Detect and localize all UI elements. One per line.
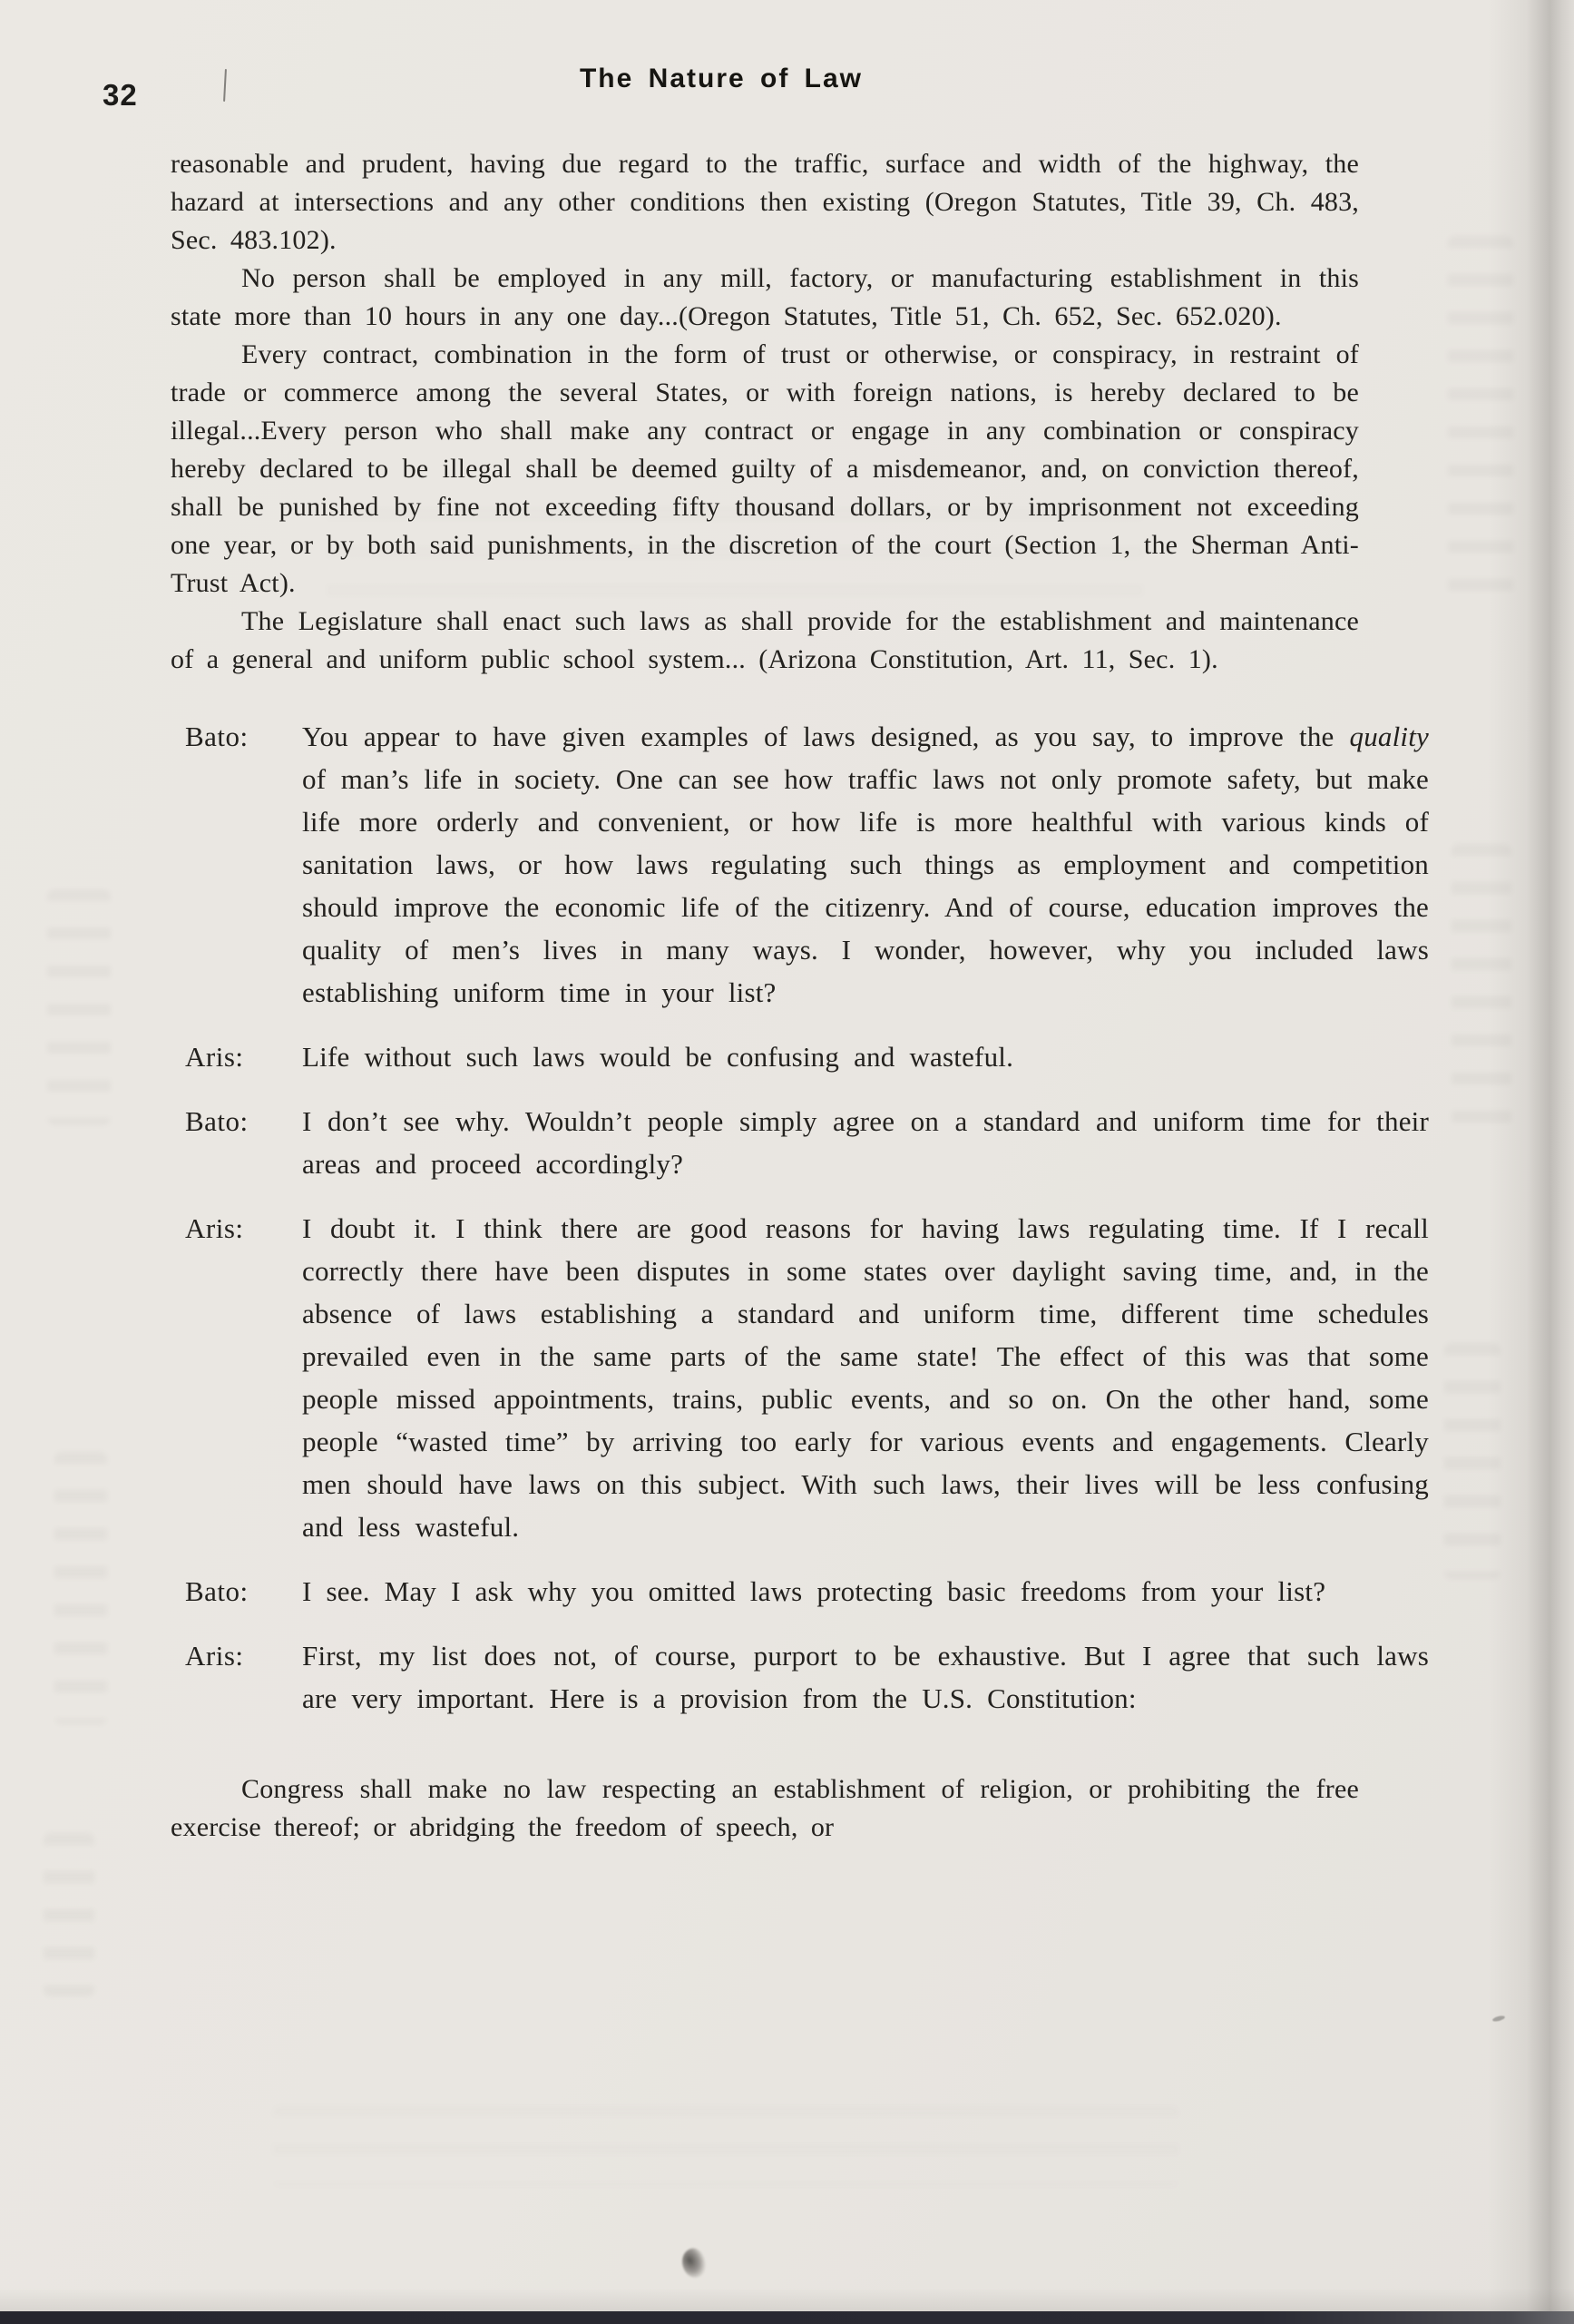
bleed-through-artifact [44, 1833, 94, 1996]
dialogue-text: Life without such laws would be confusing and wasteful. [302, 1041, 1014, 1073]
running-header: The Nature of Law [579, 64, 864, 93]
page-edge-shadow [1488, 0, 1574, 2324]
bleed-through-artifact [54, 1452, 107, 1724]
speaker-label: Aris: [185, 1640, 244, 1672]
page-number: 32 [103, 78, 138, 112]
quote-paragraph-arizona-constitution: The Legislature shall enact such laws as shall provide for the establishment and maintenance of a general and uniform public school system... (Arizona Constitution, Art. 11, Sec. 1). [171, 606, 1359, 674]
speaker-label: Bato: [185, 1575, 249, 1607]
quote-paragraph-sherman-act: Every contract, combination in the form of trust or otherwise, or conspiracy, in restraint of trade or commerce among the several States, or with foreign nations, is hereby declared to be illegal...Every person who shall make any contract or engage in any combination or conspiracy hereby declared to be illegal shall be deemed guilty of a misdemeanor, and, on conviction thereof, shall be punished by fine not exceeding fifty thousand dollars, or by imprisonment not exceeding one year, or by both said punishments, in the discretion of the court (Section 1, the Sherman Anti-Trust Act). [171, 339, 1359, 598]
dialogue-text: You appear to have given examples of laws designed, as you say, to improve the quality of man’s life in society. One can see how traffic laws not only promote safety, but make life more orderly and convenient, or how life is more healthful with various kinds of sanitation laws, or how laws regulating such things as employment and competition should improve the economic life of the citizenry. And of course, education improves the quality of men’s lives in many ways. I wonder, however, why you included laws establishing uniform time in your list? [302, 721, 1429, 1008]
dialogue-entry [185, 1100, 1429, 1185]
pen-mark-artifact [223, 69, 227, 102]
dialogue-text: I see. May I ask why you omitted laws protecting basic freedoms from your list? [302, 1575, 1326, 1607]
page-bottom-shadow [0, 2288, 1574, 2311]
speaker-label: Aris: [185, 1212, 244, 1244]
dialogue-entry [185, 1035, 1429, 1078]
dialogue-entry [185, 715, 1429, 1014]
bleed-through-artifact [47, 889, 111, 1125]
bleed-through-artifact [327, 508, 1143, 617]
dialogue-entry [185, 1634, 1429, 1720]
ink-smudge-artifact [677, 2245, 711, 2281]
quote-paragraph-first-amendment: Congress shall make no law respecting an establishment of religion, or prohibiting the free exercise thereof; or abridging the freedom of speech, or [171, 1774, 1359, 1842]
speaker-label: Bato: [185, 721, 249, 752]
constitution-quote-block [171, 1770, 1359, 1847]
quote-paragraph-oregon-labor: No person shall be employed in any mill, factory, or manufacturing establishment in this state more than 10 hours in any one day...(Oregon Statutes, Title 51, Ch. 652, Sec. 652.020). [171, 263, 1359, 331]
dialogue-text: I don’t see why. Wouldn’t people simply agree on a standard and uniform time for their areas and proceed accordingly? [302, 1105, 1429, 1180]
bleed-through-artifact [272, 2105, 1179, 2187]
speaker-label: Aris: [185, 1041, 244, 1073]
dialogue-entry [185, 1207, 1429, 1548]
dialogue-section [185, 715, 1429, 1720]
dialogue-entry [185, 1570, 1429, 1613]
dialogue-text: I doubt it. I think there are good reasons for having laws regulating time. If I recall correctly there have been disputes in some states over daylight saving time, and, in the absence of laws establishing a standard and uniform time, different time schedules prevailed even in the same parts of the same state! The effect of this was that some people missed appointments, trains, public events, and so on. On the other hand, some people “wasted time” by arriving too early for various events and engagements. Clearly men should have laws on this subject. With such laws, their lives will be less confusing and less wasteful. [302, 1212, 1429, 1543]
speaker-label: Bato: [185, 1105, 249, 1137]
scan-bottom-band [0, 2311, 1574, 2324]
quote-paragraph-oregon-traffic: reasonable and prudent, having due regard to the traffic, surface and width of the highway, the hazard at intersections and any other conditions then existing (Oregon Statutes, Title 39, Ch. 483, Sec. 483.102). [171, 149, 1359, 255]
dialogue-text: First, my list does not, of course, purport to be exhaustive. But I agree that such laws are very important. Here is a provision from the U.S. Constitution: [302, 1640, 1429, 1714]
page-content [171, 145, 1429, 1847]
